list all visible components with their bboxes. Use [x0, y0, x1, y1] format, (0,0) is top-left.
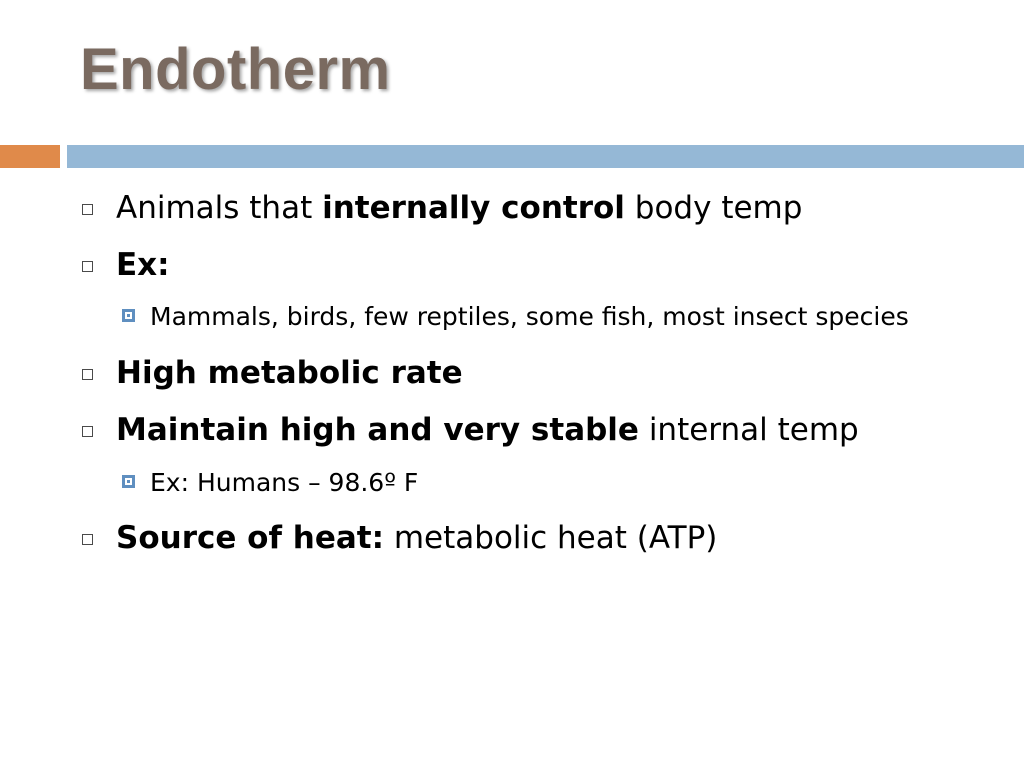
filled-square-bullet-icon — [122, 309, 135, 322]
bullet-text-bold: High metabolic rate — [116, 355, 463, 392]
bullet-text-plain: metabolic heat (ATP) — [383, 520, 718, 557]
title-divider-bar — [67, 145, 1024, 168]
bullet-item — [82, 247, 982, 284]
bullet-text-plain: body temp — [624, 190, 803, 226]
hollow-square-bullet-icon — [82, 369, 93, 380]
bullet-item — [82, 355, 982, 392]
sub-bullet-text: Ex: Humans – 98.6º F — [150, 467, 419, 497]
bullet-item — [82, 190, 982, 227]
filled-square-bullet-icon — [122, 475, 135, 488]
hollow-square-bullet-icon — [82, 204, 93, 215]
bullet-item — [82, 412, 982, 449]
bullet-text-bold: Ex: — [116, 247, 170, 284]
bullet-item — [82, 520, 982, 557]
hollow-square-bullet-icon — [82, 534, 93, 545]
bullet-text-plain: Animals that — [116, 190, 323, 226]
slide-title: Endotherm — [80, 37, 391, 102]
bullet-text-bold: internally control — [322, 190, 625, 226]
bullet-list — [82, 190, 982, 577]
bullet-text-bold: Source of heat: — [116, 520, 384, 557]
sub-bullet-text: Mammals, birds, few reptiles, some fish, most insect species — [150, 302, 909, 332]
bullet-text-plain: internal temp — [638, 412, 859, 449]
hollow-square-bullet-icon — [82, 261, 93, 272]
sub-bullet-item — [82, 298, 982, 337]
sub-bullet-item — [82, 464, 982, 503]
hollow-square-bullet-icon — [82, 426, 93, 437]
bullet-text-bold: Maintain high and very stable — [116, 412, 639, 449]
title-accent-bar — [0, 145, 60, 168]
